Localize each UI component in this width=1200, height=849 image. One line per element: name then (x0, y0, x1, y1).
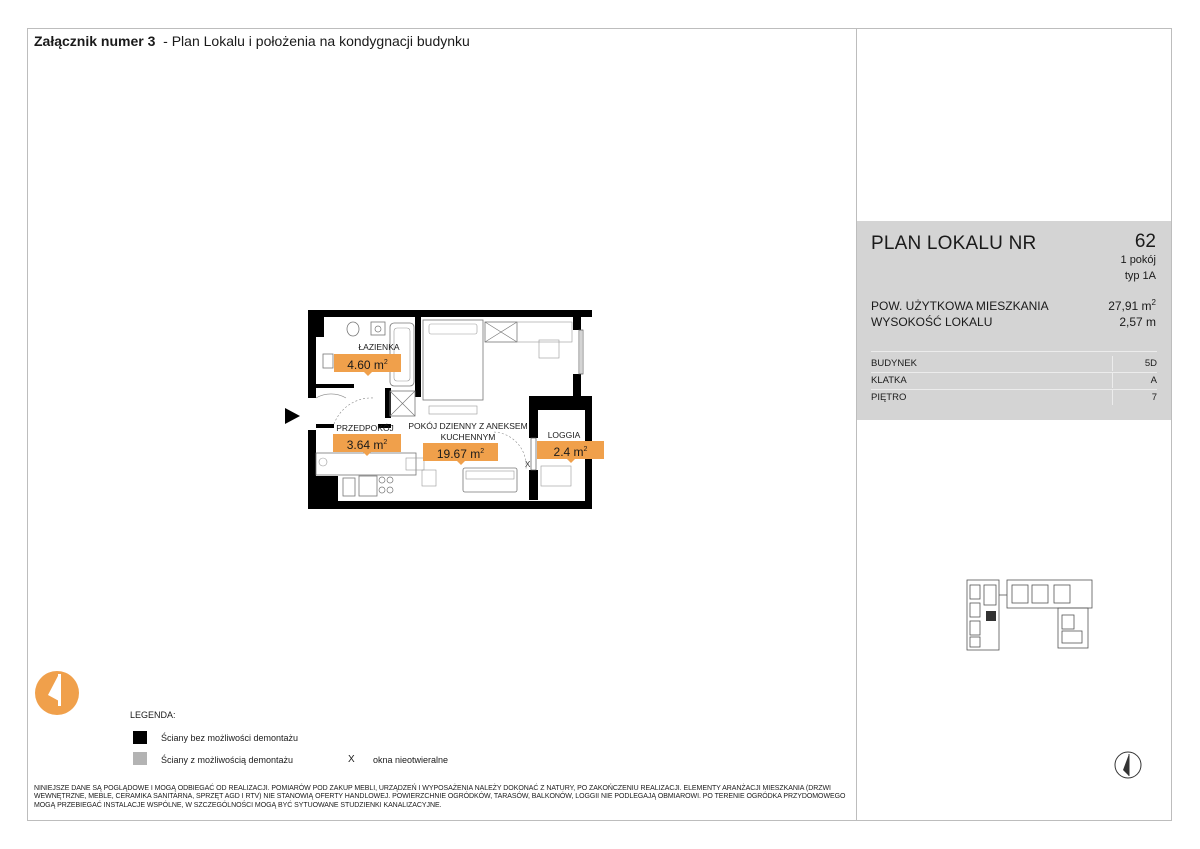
room-name-bathroom: ŁAZIENKA (358, 342, 400, 352)
usable-area-label: POW. UŻYTKOWA MIESZKANIA (871, 299, 1049, 313)
legend-title: LEGENDA: (130, 710, 176, 720)
disclaimer-text: NINIEJSZE DANE SĄ POGLĄDOWE I MOGĄ ODBIEGAĆ OD REALIZACJI. POMIARÓW POD ZAKUP MEBLI, URZĄDZEŃ I WYPOSAŻENIA NALEŻY DOKONAĆ Z NATURY, PO ZAKOŃCZENIU REALIZACJI. ELEMENTY ARANŻACJI MIESZKANIA (DRZWI WEWNĘTRZNE, MEBLE, CERAMIKA SANITARNA, SPRZĘT AGD I RTV) NIE STANOWIĄ OFERTY HANDLOWEJ. POWIERZCHNIE OGRÓDKÓW, TARASÓW, BALKONÓW, LOGGII NIE PODLEGAJĄ OBMIAROWI. PO TERENIE OGRÓDKA PRZYDOMOWEGO MOGĄ PRZEBIEGAĆ INSTALACJE WSPÓLNE, W SZCZEGÓLNOŚCI MOGĄ BYĆ SYTUOWANE STUDZIENKI KANALIZACYJNE. (34, 785, 846, 809)
height-label: WYSOKOŚĆ LOKALU (871, 315, 993, 329)
room-name-loggia: LOGGIA (547, 430, 581, 440)
orange-compass-icon (34, 668, 80, 716)
north-compass-icon (1113, 750, 1143, 780)
room-name-living-line2: KUCHENNYM (440, 432, 496, 442)
height-value: 2,57 m (1119, 315, 1156, 329)
window-nonopening-mark: X (525, 460, 531, 469)
legend-swatch-removable-walls (133, 752, 147, 765)
info-divider (871, 351, 1157, 352)
room-area-hallway: 3.64 $m^2$ (333, 434, 401, 452)
room-area-living: 19.67 $m^2$ (423, 443, 498, 461)
legend-window-symbol: X (348, 754, 355, 765)
floor-plan (283, 310, 613, 510)
building-key-plan (962, 575, 1097, 655)
room-area-loggia: 2.4 $m^2$ (537, 441, 604, 459)
floor-plan-drawing (283, 310, 613, 510)
apartment-type: typ 1A (1124, 270, 1156, 282)
document-title (34, 33, 470, 49)
plan-number: 62 (1134, 231, 1156, 252)
apartment-location-marker (986, 611, 996, 621)
plan-info-panel (857, 221, 1171, 420)
usable-area-value: 27,91 $m^2$ (1108, 298, 1156, 313)
room-name-living-line1: POKÓJ DZIENNY Z ANEKSEM (408, 421, 528, 431)
info-row-floor: PIĘTRO 7 (871, 392, 1157, 403)
document-title-bold: Załącznik numer 3 (34, 33, 156, 49)
rooms-count: 1 pokój (1120, 254, 1156, 266)
legend-label-fixed-walls: Ściany bez możliwości demontażu (161, 733, 299, 743)
info-row-building: BUDYNEK 5D (871, 358, 1157, 369)
info-row-staircase: KLATKA A (871, 375, 1157, 386)
legend-swatch-fixed-walls (133, 731, 147, 744)
plan-title: PLAN LOKALU NR (871, 233, 1037, 254)
entrance-arrow-icon (285, 408, 300, 424)
document-title-rest: - Plan Lokalu i położenia na kondygnacji budynku (155, 33, 470, 49)
legend-window-label: okna nieotwieralne (373, 755, 449, 765)
room-area-bathroom: 4.60 $m^2$ (334, 354, 401, 372)
room-name-hallway: PRZEDPOKÓJ (336, 423, 394, 433)
legend-label-removable-walls: Ściany z możliwością demontażu (161, 755, 294, 765)
panel-divider (856, 28, 857, 821)
